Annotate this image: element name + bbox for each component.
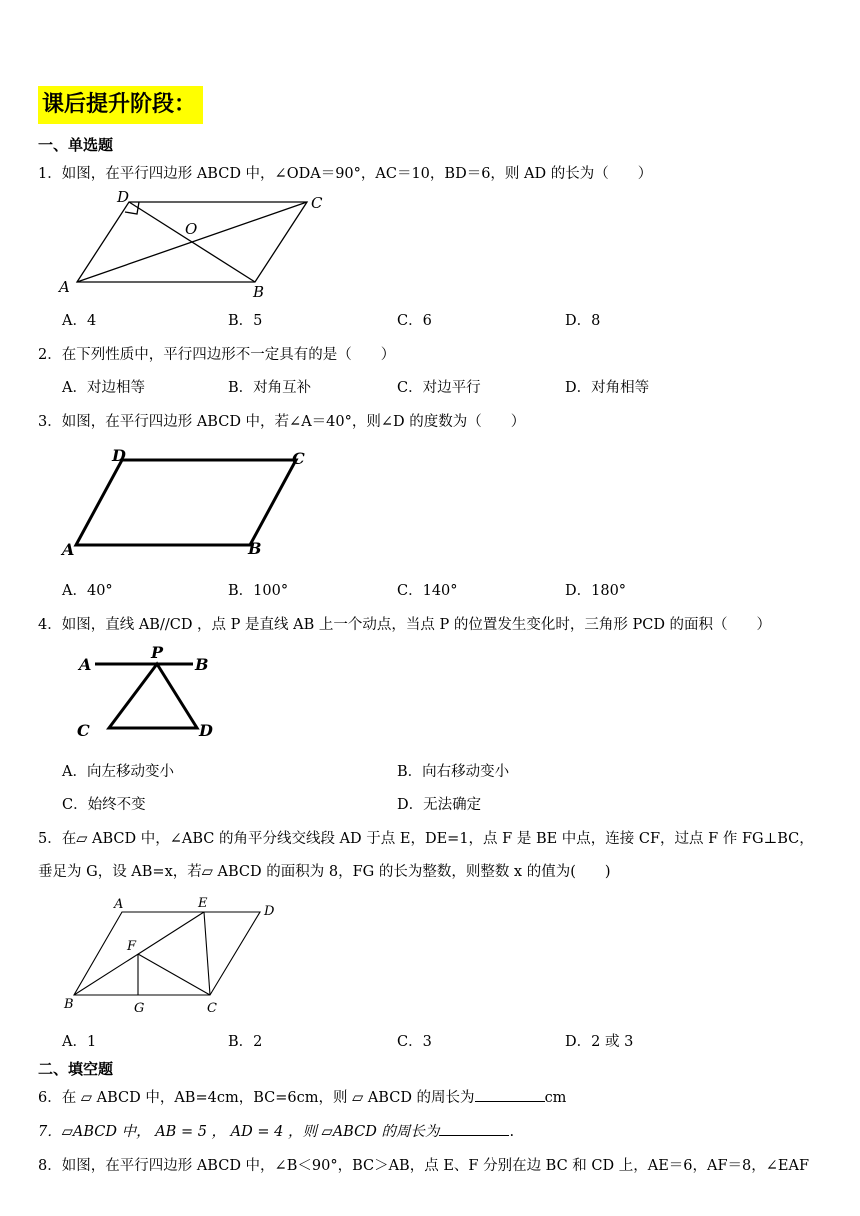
q7-prefix: 7．▱ABCD 中， AB = 5 ， AD = 4 ，则 ▱ABCD 的周长为 <box>38 1124 440 1140</box>
question-5-line-2: 垂足为 G，设 AB=x，若▱ ABCD 的面积为 8，FG 的长为整数，则整数 x 的值为( ) <box>38 864 611 880</box>
question-1-figure <box>55 188 345 300</box>
q4-label-p: P <box>151 643 164 662</box>
q1-option-c[interactable]: C．6 <box>397 313 432 329</box>
question-5-figure <box>58 890 288 1020</box>
q5-option-c[interactable]: C．3 <box>397 1034 432 1050</box>
q2-option-d[interactable]: D．对角相等 <box>565 380 650 396</box>
question-4-figure <box>75 642 225 742</box>
q4-label-c: C <box>77 721 90 740</box>
q1-label-b: B <box>253 283 265 300</box>
q5-label-g: G <box>134 1001 145 1016</box>
q5-option-d[interactable]: D．2 或 3 <box>565 1034 634 1050</box>
q5-label-b: B <box>64 997 74 1012</box>
q4-option-c[interactable]: C．始终不变 <box>62 797 146 813</box>
q4-option-a[interactable]: A．向左移动变小 <box>62 764 174 780</box>
q3-option-d[interactable]: D．180° <box>565 583 627 599</box>
q7-suffix: . <box>509 1124 515 1140</box>
question-8-text: 8．如图，在平行四边形 ABCD 中，∠B＜90°，BC＞AB，点 E、F 分别在边 BC 和 CD 上，AE＝6，AF＝8，∠EAF <box>38 1158 810 1174</box>
q2-option-c[interactable]: C．对边平行 <box>397 380 481 396</box>
q2-option-b[interactable]: B．对角互补 <box>228 380 312 396</box>
q4-label-b: B <box>195 655 209 674</box>
q5-label-c: C <box>207 1001 217 1016</box>
q4-option-d[interactable]: D．无法确定 <box>397 797 482 813</box>
q7-blank[interactable] <box>439 1121 509 1136</box>
question-1-text: 1．如图，在平行四边形 ABCD 中，∠ODA＝90°，AC＝10，BD＝6，则 AD 的长为（ ） <box>38 166 653 182</box>
q5-label-d: D <box>264 904 275 919</box>
question-4-text: 4．如图，直线 AB//CD ，点 P 是直线 AB 上一个动点，当点 P 的位置发生变化时，三角形 PCD 的面积（ ） <box>38 617 772 633</box>
q6-blank[interactable] <box>475 1087 545 1102</box>
q5-label-f: F <box>127 939 137 954</box>
question-6-text <box>38 1086 566 1107</box>
q3-label-a: A <box>62 540 75 559</box>
q4-label-d: D <box>199 721 213 740</box>
q1-label-d: D <box>117 188 130 206</box>
q3-label-d: D <box>112 446 126 465</box>
q5-option-a[interactable]: A．1 <box>62 1034 97 1050</box>
question-5-line-1: 5．在▱ ABCD 中，∠ABC 的角平分线交线段 AD 于点 E，DE=1，点 F 是 BE 中点，连接 CF，过点 F 作 FG⊥BC， <box>38 831 814 847</box>
q5-label-a: A <box>114 897 124 912</box>
q3-label-c: C <box>292 449 305 468</box>
section-banner: 课后提升阶段： <box>38 86 203 124</box>
q5-label-e: E <box>198 896 208 911</box>
q6-suffix: cm <box>544 1090 567 1106</box>
q4-label-a: A <box>79 655 92 674</box>
q2-option-a[interactable]: A．对边相等 <box>62 380 145 396</box>
q1-label-o: O <box>185 220 198 238</box>
q3-label-b: B <box>248 539 262 558</box>
q6-prefix: 6．在 ▱ ABCD 中，AB=4cm，BC=6cm，则 ▱ ABCD 的周长为 <box>38 1090 475 1106</box>
q3-option-c[interactable]: C．140° <box>397 583 458 599</box>
q3-option-a[interactable]: A．40° <box>62 583 113 599</box>
section-heading-single-choice: 一、单选题 <box>38 136 114 154</box>
question-2-text: 2．在下列性质中，平行四边形不一定具有的是（ ） <box>38 347 396 363</box>
section-heading-fill-in: 二、填空题 <box>38 1060 114 1078</box>
question-3-figure <box>60 442 320 562</box>
q1-option-a[interactable]: A．4 <box>62 313 97 329</box>
q4-option-b[interactable]: B．向右移动变小 <box>397 764 510 780</box>
q1-option-b[interactable]: B．5 <box>228 313 263 329</box>
q1-option-d[interactable]: D．8 <box>565 313 601 329</box>
question-7-text <box>38 1120 514 1141</box>
q1-label-a: A <box>59 278 70 296</box>
q5-option-b[interactable]: B．2 <box>228 1034 263 1050</box>
question-3-text: 3．如图，在平行四边形 ABCD 中，若∠A＝40°，则∠D 的度数为（ ） <box>38 414 526 430</box>
q3-option-b[interactable]: B．100° <box>228 583 289 599</box>
q1-label-c: C <box>311 194 323 212</box>
